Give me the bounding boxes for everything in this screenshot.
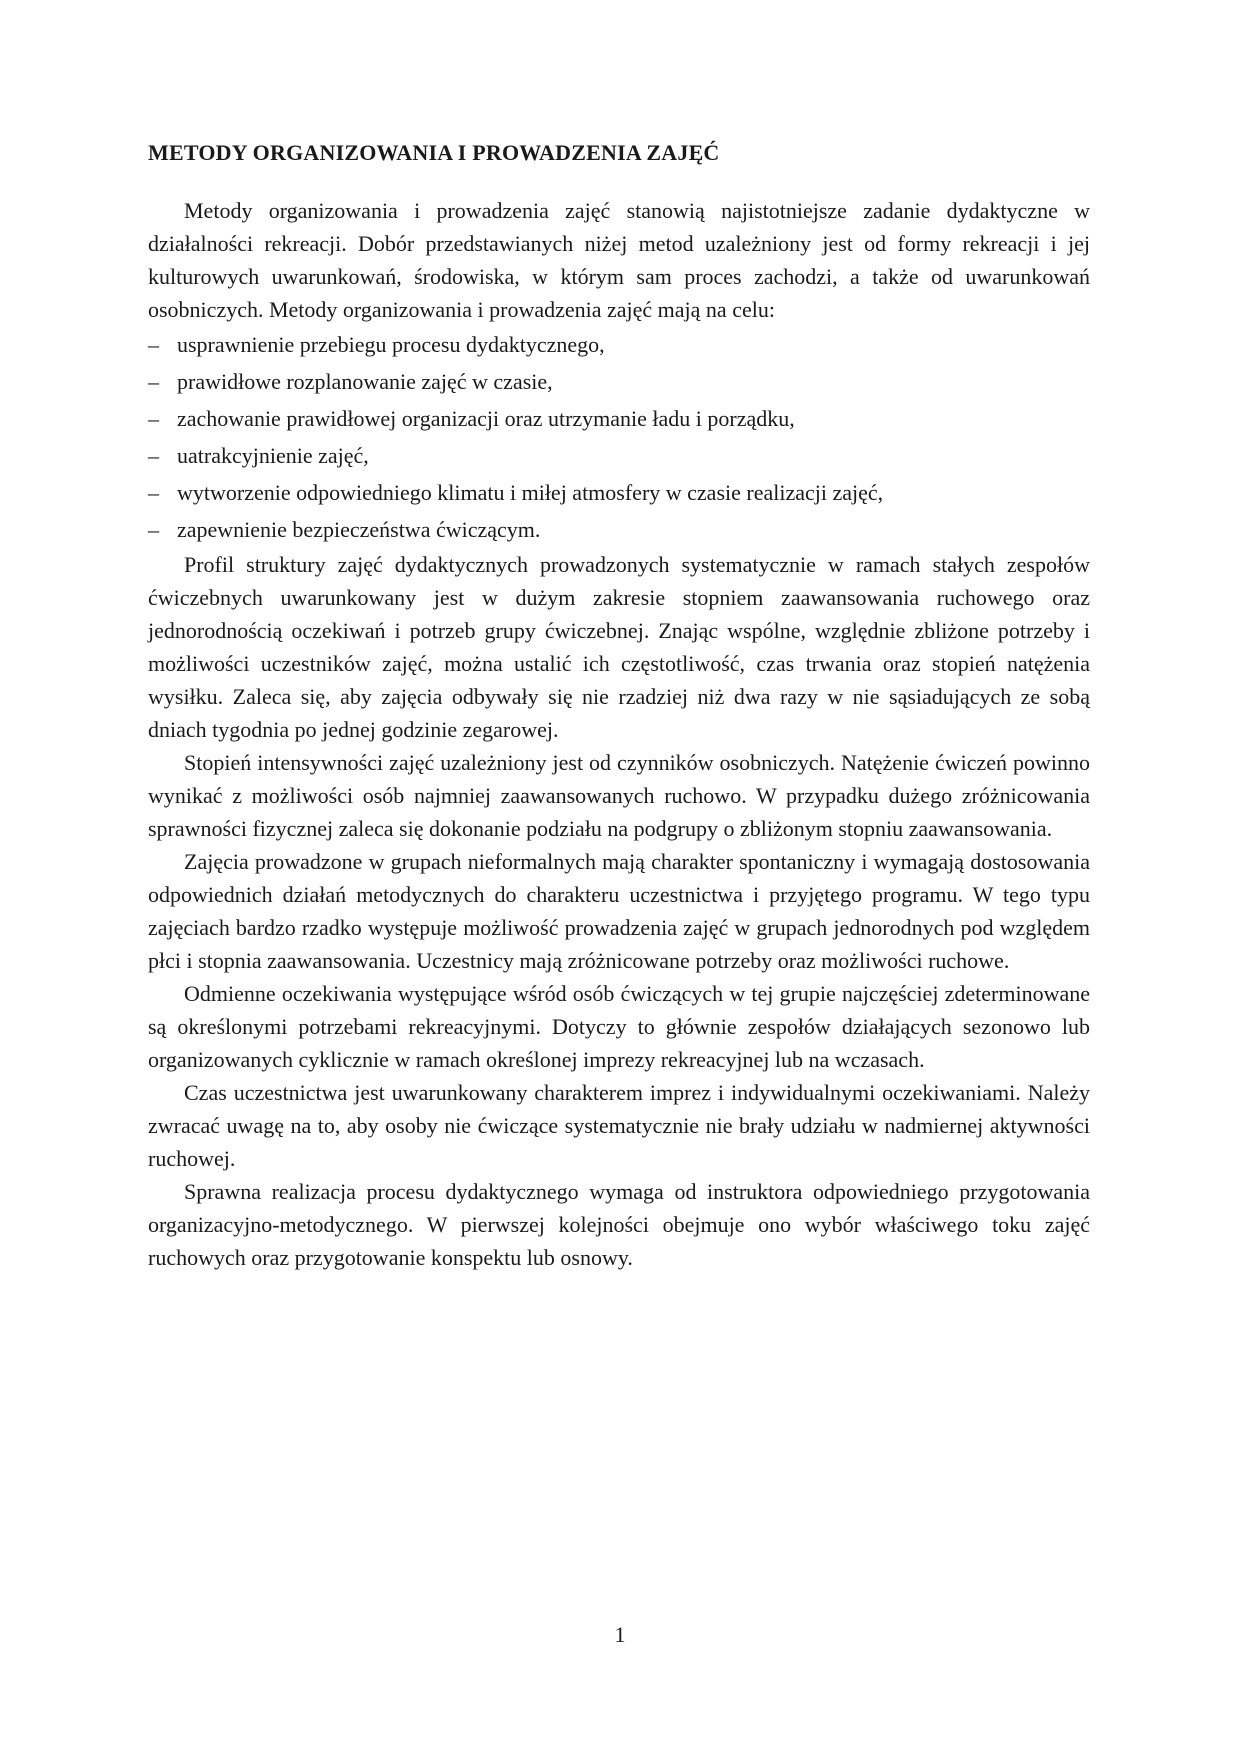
dash-bullet: – <box>148 406 159 431</box>
document-title: METODY ORGANIZOWANIA I PROWADZENIA ZAJĘĆ <box>148 140 720 165</box>
list-item <box>148 511 1090 548</box>
dash-bullet: – <box>148 369 159 394</box>
list-item <box>148 400 1090 437</box>
intro-paragraph: Metody organizowania i prowadzenia zajęć stanowią najistotniejsze zadanie dydaktyczne w działalności rekreacji. Dobór przedstawianych niżej metod uzależniony jest od formy rekreacji i jej kulturowych uwarunkowań, środowiska, w którym sam proces zachodzi, a także od uwarunkowań osobniczych. Metody organizowania i prowadzenia zajęć mają na celu: <box>148 198 1090 322</box>
page-number: 1 <box>614 1622 626 1647</box>
list-item-text: zachowanie prawidłowej organizacji oraz utrzymanie ładu i porządku, <box>177 406 795 431</box>
body-paragraph: Czas uczestnictwa jest uwarunkowany charakterem imprez i indywidualnymi oczekiwaniami. Należy zwracać uwagę na to, aby osoby nie ćwiczące systematycznie nie brały udziału w nadmiernej aktywności ruchowej. <box>148 1080 1090 1171</box>
body-paragraph: Sprawna realizacja procesu dydaktycznego wymaga od instruktora odpowiedniego przygotowania organizacyjno-metodycznego. W pierwszej kolejności obejmuje ono wybór właściwego toku zajęć ruchowych oraz przygotowanie konspektu lub osnowy. <box>148 1179 1090 1270</box>
body-paragraph: Profil struktury zajęć dydaktycznych prowadzonych systematycznie w ramach stałych zespołów ćwiczebnych uwarunkowany jest w dużym zakresie stopniem zaawansowania ruchowego oraz jednorodnością oczekiwań i potrzeb grupy ćwiczebnej. Znając wspólne, względnie zbliżone potrzeby i możliwości uczestników zajęć, można ustalić ich częstotliwość, czas trwania oraz stopień natężenia wysiłku. Zaleca się, aby zajęcia odbywały się nie rzadziej niż dwa razy w nie sąsiadujących ze sobą dniach tygodnia po jednej godzinie zegarowej. <box>148 552 1090 742</box>
body-paragraph: Odmienne oczekiwania występujące wśród osób ćwiczących w tej grupie najczęściej zdeterminowane są określonymi potrzebami rekreacyjnymi. Dotyczy to głównie zespołów działających sezonowo lub organizowanych cyklicznie w ramach określonej imprezy rekreacyjnej lub na wczasach. <box>148 981 1090 1072</box>
dash-bullet: – <box>148 517 159 542</box>
dash-bullet: – <box>148 443 159 468</box>
list-item-text: wytworzenie odpowiedniego klimatu i miłej atmosfery w czasie realizacji zajęć, <box>177 480 884 505</box>
dash-bullet: – <box>148 480 159 505</box>
list-item-text: uatrakcyjnienie zajęć, <box>177 443 369 468</box>
list-item-text: usprawnienie przebiegu procesu dydaktycznego, <box>177 332 605 357</box>
list-item <box>148 363 1090 400</box>
dash-bullet: – <box>148 332 159 357</box>
list-item <box>148 437 1090 474</box>
list-item-text: prawidłowe rozplanowanie zajęć w czasie, <box>177 369 553 394</box>
document-page <box>148 140 1090 1274</box>
list-item <box>148 326 1090 363</box>
body-paragraph: Zajęcia prowadzone w grupach nieformalnych mają charakter spontaniczny i wymagają dostosowania odpowiednich działań metodycznych do charakteru uczestnictwa i przyjętego programu. W tego typu zajęciach bardzo rzadko występuje możliwość prowadzenia zajęć w grupach jednorodnych pod względem płci i stopnia zaawansowania. Uczestnicy mają zróżnicowane potrzeby oraz możliwości ruchowe. <box>148 849 1090 973</box>
list-item-text: zapewnienie bezpieczeństwa ćwiczącym. <box>177 517 541 542</box>
goals-list <box>148 326 1090 548</box>
body-paragraph: Stopień intensywności zajęć uzależniony jest od czynników osobniczych. Natężenie ćwiczeń powinno wynikać z możliwości osób najmniej zaawansowanych ruchowo. W przypadku dużego zróżnicowania sprawności fizycznej zaleca się dokonanie podziału na podgrupy o zbliżonym stopniu zaawansowania. <box>148 750 1090 841</box>
list-item <box>148 474 1090 511</box>
